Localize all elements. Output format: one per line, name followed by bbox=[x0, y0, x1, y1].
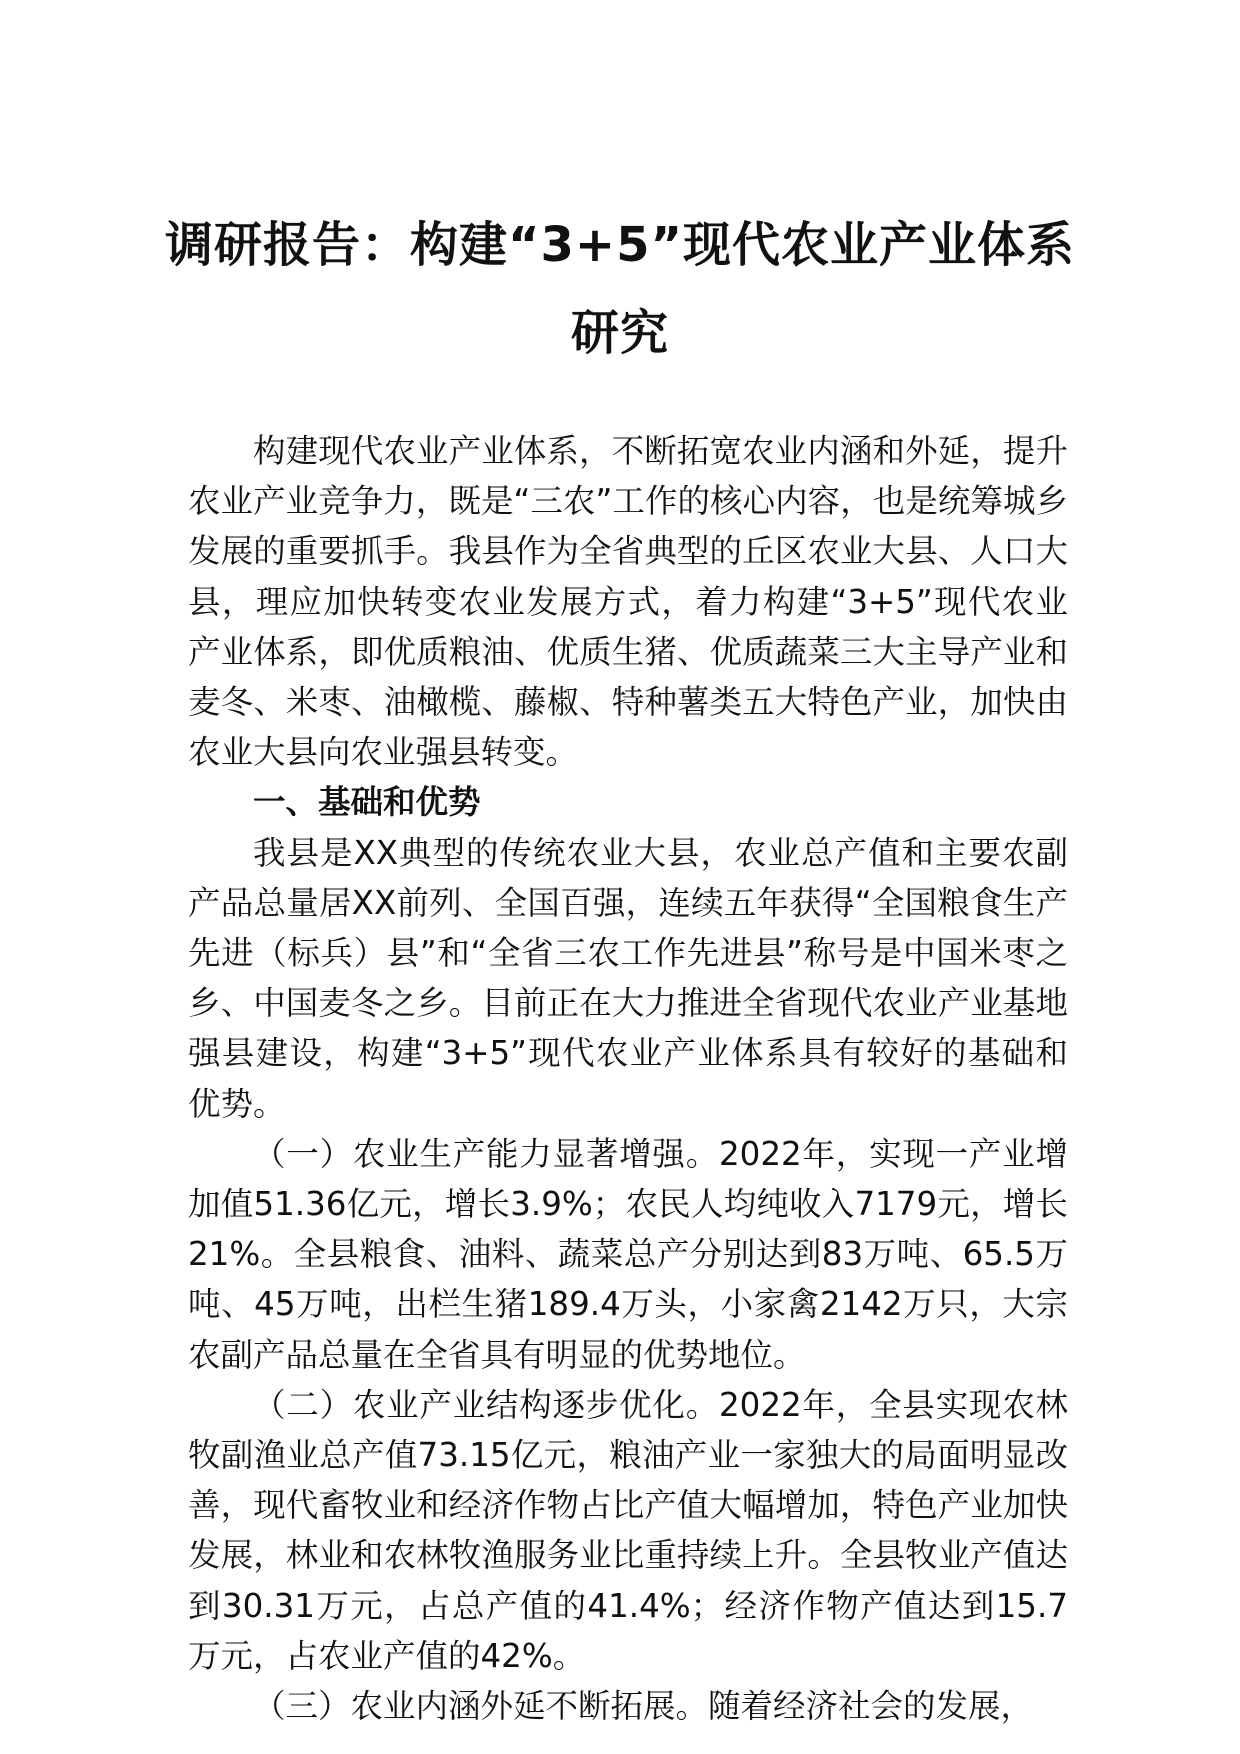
document-title-line-1: 调研报告：构建“3+5”现代农业产业体系 bbox=[164, 217, 1076, 273]
subsection-paragraph: （二）农业产业结构逐步优化。2022年，全县实现农林牧副渔业总产值73.15亿元，粮油产业一家独大的局面明显改善，现代畜牧业和经济作物占比产值大幅增加，特色产业加快发展，林业和农林牧渔服务业比重持续上升。全县牧业产值达到30.31万元，占总产值的41.4%；经济作物产值达到15.7万元，占农业产值的42%。 bbox=[188, 1385, 1068, 1675]
section-heading: 一、基础和优势 bbox=[253, 783, 481, 822]
intro-paragraph: 构建现代农业产业体系，不断拓宽农业内涵和外延，提升农业产业竞争力，既是“三农”工作的核心内容，也是统筹城乡发展的重要抓手。我县作为全省典型的丘区农业大县、人口大县，理应加快转变农业发展方式，着力构建“3+5”现代农业产业体系，即优质粮油、优质生猪、优质蔬菜三大主导产业和麦冬、米枣、油橄榄、藤椒、特种薯类五大特色产业，加快由农业大县向农业强县转变。 bbox=[188, 432, 1068, 772]
body-paragraph: 我县是XX典型的传统农业大县，农业总产值和主要农副产品总量居XX前列、全国百强，连续五年获得“全国粮食生产先进（标兵）县”和“全省三农工作先进县”称号是中国米枣之乡、中国麦冬之乡。目前正在大力推进全省现代农业产业基地强县建设，构建“3+5”现代农业产业体系具有较好的基础和优势。 bbox=[188, 833, 1068, 1123]
subsection-paragraph: （三）农业内涵外延不断拓展。随着经济社会的发展， bbox=[253, 1687, 1034, 1726]
subsection-paragraph: （一）农业生产能力显著增强。2022年，实现一产业增加值51.36亿元，增长3.9%；农民人均纯收入7179元，增长21%。全县粮食、油料、蔬菜总产分别达到83万吨、65.5万吨、45万吨，出栏生猪189.4万头，小家禽2142万只，大宗农副产品总量在全省具有明显的优势地位。 bbox=[188, 1134, 1068, 1374]
document-title-line-2: 研究 bbox=[570, 305, 669, 361]
document-body bbox=[188, 426, 1068, 1731]
